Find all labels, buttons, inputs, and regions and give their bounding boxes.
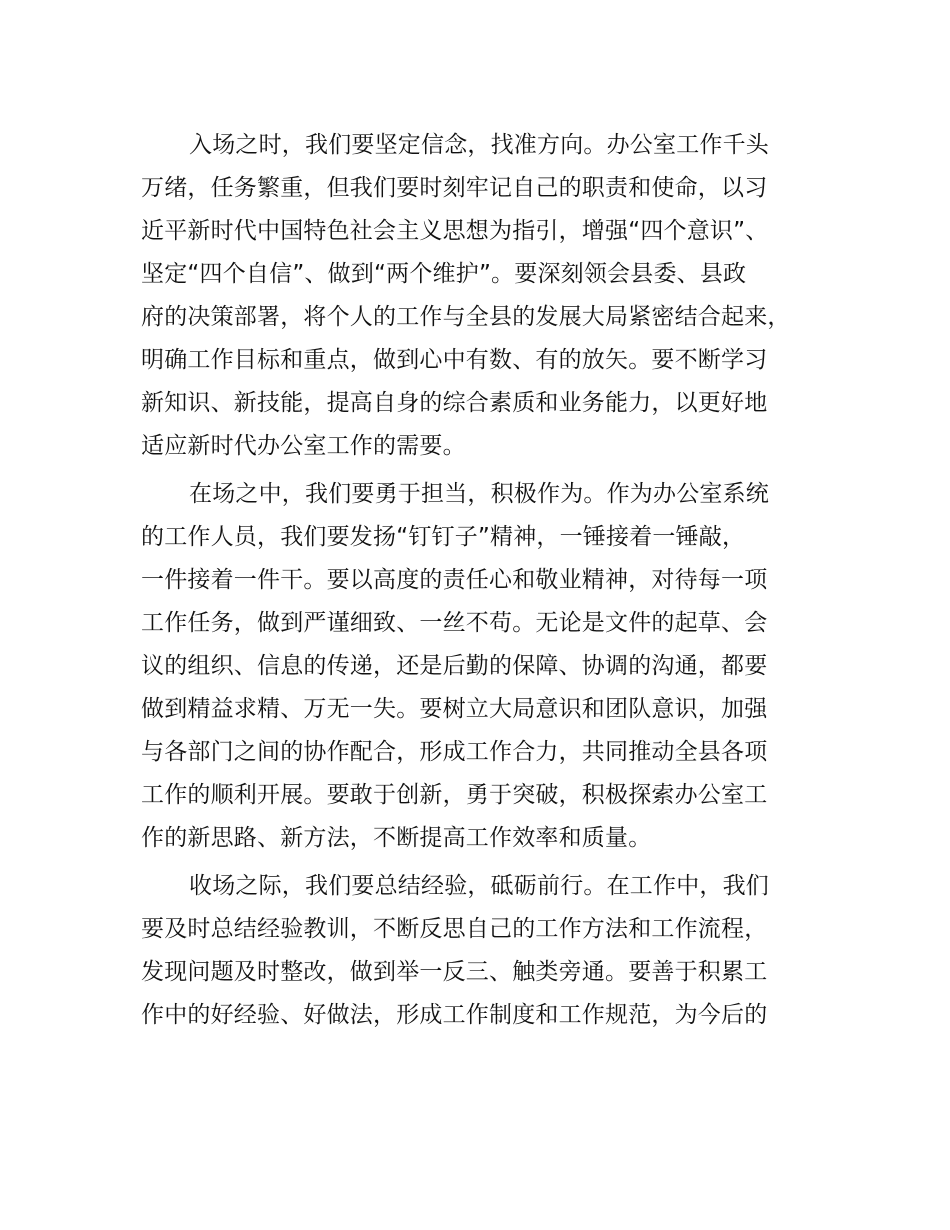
paragraph-during xyxy=(141,473,841,860)
text-line: 适应新时代办公室工作的需要。 xyxy=(141,433,466,459)
text-line: 作中的好经验、好做法，形成工作制度和工作规范，为今后的 xyxy=(141,1002,768,1028)
text-line: 工作任务，做到严谨细致、一丝不苟。无论是文件的起草、会 xyxy=(141,610,768,636)
text-line: 与各部门之间的协作配合，形成工作合力，共同推动全县各项 xyxy=(141,739,768,765)
text-line: 入场之时，我们要坚定信念，找准方向。办公室工作千头 xyxy=(189,132,769,158)
text-line: 明确工作目标和重点，做到心中有数、有的放矢。要不断学习 xyxy=(141,347,768,373)
text-line: 做到精益求精、万无一失。要树立大局意识和团队意识，加强 xyxy=(141,696,768,722)
text-line: 府的决策部署，将个人的工作与全县的发展大局紧密结合起来， xyxy=(141,304,791,330)
paragraph-closing xyxy=(141,865,841,1037)
text-line: 议的组织、信息的传递，还是后勤的保障、协调的沟通，都要 xyxy=(141,653,768,679)
text-line: 一件接着一件干。要以高度的责任心和敬业精神，对待每一项 xyxy=(141,567,768,593)
text-line: 作的新思路、新方法，不断提高工作效率和质量。 xyxy=(141,825,652,851)
text-line: 要及时总结经验教训，不断反思自己的工作方法和工作流程， xyxy=(141,916,768,942)
text-line: 工作的顺利开展。要敢于创新，勇于突破，积极探索办公室工 xyxy=(141,782,768,808)
text-line: 的工作人员，我们要发扬“钉钉子”精神，一锤接着一锤敲， xyxy=(141,524,746,550)
text-line: 近平新时代中国特色社会主义思想为指引，增强“四个意识”、 xyxy=(141,218,769,244)
paragraph-entry xyxy=(141,124,841,468)
text-line: 发现问题及时整改，做到举一反三、触类旁通。要善于积累工 xyxy=(141,959,768,985)
text-line: 新知识、新技能，提高自身的综合素质和业务能力，以更好地 xyxy=(141,390,768,416)
text-line: 收场之际，我们要总结经验，砥砺前行。在工作中，我们 xyxy=(189,873,769,899)
body-text xyxy=(141,124,841,1037)
text-line: 万绪，任务繁重，但我们要时刻牢记自己的职责和使命，以习 xyxy=(141,175,768,201)
text-line: 坚定“四个自信”、做到“两个维护”。要深刻领会县委、县政 xyxy=(141,261,747,287)
text-line: 在场之中，我们要勇于担当，积极作为。作为办公室系统 xyxy=(189,481,769,507)
